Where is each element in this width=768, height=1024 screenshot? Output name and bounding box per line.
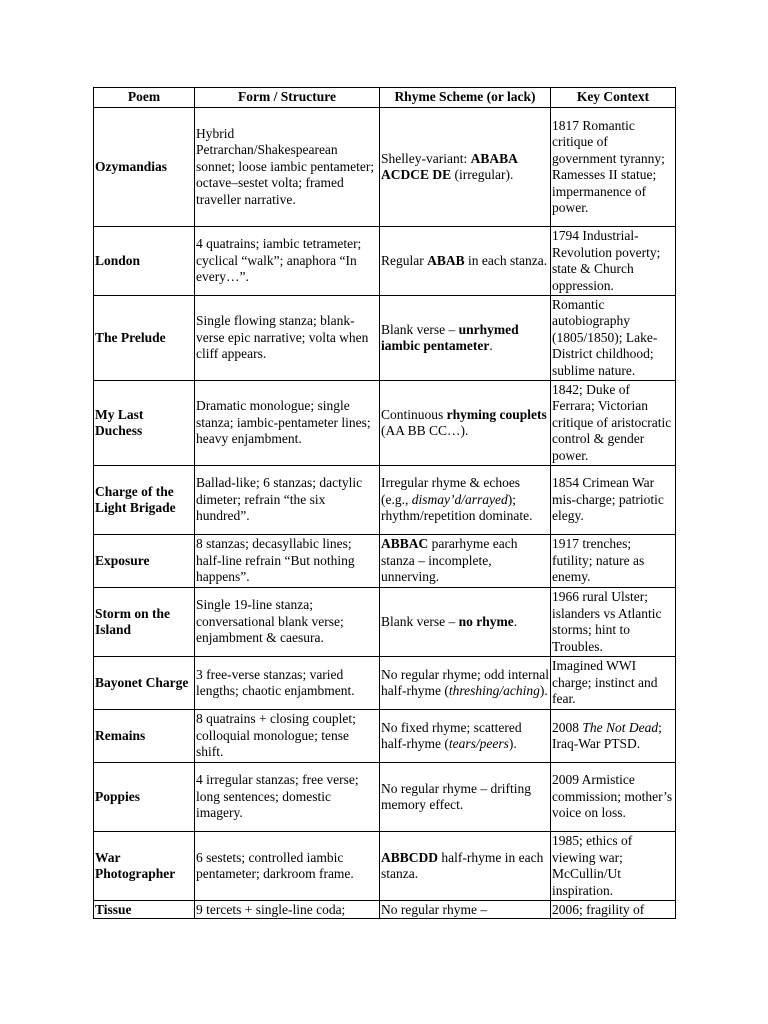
text-segment: Regular	[381, 252, 428, 268]
poem-title-cell: Bayonet Charge	[94, 657, 195, 710]
rhyme-scheme-cell	[380, 296, 551, 381]
rhyme-scheme-cell	[380, 466, 551, 535]
text-segment: 2006; fragility of	[552, 902, 645, 917]
key-context-cell	[551, 588, 676, 657]
text-segment: No regular rhyme; odd internal half-rhyme (	[381, 666, 549, 698]
table-header-row	[94, 88, 676, 108]
text-segment: 1854 Crimean War mis-charge; patriotic elegy.	[552, 475, 664, 524]
text-segment: .	[489, 338, 493, 353]
document-page	[93, 87, 675, 919]
poem-title-cell: Remains	[94, 710, 195, 763]
table-row	[94, 832, 676, 901]
text-segment: No fixed rhyme; scattered half-rhyme (	[381, 719, 522, 751]
form-structure-cell: 4 quatrains; iambic tetrameter; cyclical “walk”; anaphora “In every…”.	[195, 227, 380, 296]
key-context-cell	[551, 108, 676, 227]
text-segment: (AA BB CC…).	[381, 423, 469, 438]
italic-text-segment: tears/peers	[448, 736, 509, 751]
bold-text-segment: ABAB	[427, 252, 465, 268]
key-context-cell	[551, 466, 676, 535]
table-row	[94, 227, 676, 296]
text-segment: half-rhyme in each stanza.	[381, 849, 544, 881]
table-row	[94, 381, 676, 466]
table-row	[94, 901, 676, 919]
text-segment: Shelley-variant:	[381, 150, 471, 166]
form-structure-cell: 8 quatrains + closing couplet; colloquial monologue; tense shift.	[195, 710, 380, 763]
text-segment: (irregular).	[451, 167, 514, 182]
text-segment: Blank verse –	[381, 321, 459, 337]
rhyme-scheme-cell	[380, 710, 551, 763]
text-segment: 2009 Armistice commission; mother’s voice on loss.	[552, 772, 673, 821]
text-segment: 1917 trenches; futility; nature as enemy.	[552, 536, 645, 585]
key-context-cell	[551, 901, 676, 919]
poem-comparison-table	[93, 87, 676, 919]
text-segment: 1842; Duke of Ferrara; Victorian critique of aristocratic control & gender power.	[552, 381, 672, 463]
poem-title-cell: Storm on the Island	[94, 588, 195, 657]
poem-title-cell: Charge of the Light Brigade	[94, 466, 195, 535]
form-structure-cell: 6 sestets; controlled iambic pentameter; darkroom frame.	[195, 832, 380, 901]
rhyme-scheme-cell	[380, 108, 551, 227]
text-segment: 1966 rural Ulster; islanders vs Atlantic storms; hint to Troubles.	[552, 589, 662, 654]
rhyme-scheme-cell	[380, 657, 551, 710]
header-rhyme-scheme: Rhyme Scheme (or lack)	[380, 88, 551, 108]
italic-text-segment: The Not Dead	[582, 719, 659, 735]
key-context-cell	[551, 763, 676, 832]
italic-text-segment: threshing/aching	[448, 683, 540, 698]
table-row	[94, 710, 676, 763]
bold-text-segment: ABABA ACDCE DE	[381, 150, 518, 182]
form-structure-cell: 3 free-verse stanzas; varied lengths; chaotic enjambment.	[195, 657, 380, 710]
bold-text-segment: no rhyme	[458, 613, 514, 629]
text-segment: pararhyme each stanza – incomplete, unnerving.	[381, 536, 518, 585]
key-context-cell	[551, 657, 676, 710]
form-structure-cell: Single flowing stanza; blank-verse epic narrative; volta when cliff appears.	[195, 296, 380, 381]
key-context-cell	[551, 710, 676, 763]
form-structure-cell: Ballad-like; 6 stanzas; dactylic dimeter; refrain “the six hundred”.	[195, 466, 380, 535]
rhyme-scheme-cell	[380, 901, 551, 919]
poem-title-cell: War Photographer	[94, 832, 195, 901]
header-form-structure: Form / Structure	[195, 88, 380, 108]
poem-title-cell: Poppies	[94, 763, 195, 832]
text-segment: 2008	[552, 719, 583, 735]
bold-text-segment: ABBCDD	[381, 849, 439, 865]
table-row	[94, 108, 676, 227]
key-context-cell	[551, 381, 676, 466]
text-segment: 1985; ethics of viewing war; McCullin/Ut inspiration.	[552, 833, 633, 898]
text-segment: ).	[508, 736, 517, 751]
rhyme-scheme-cell	[380, 588, 551, 657]
poem-title-cell: My Last Duchess	[94, 381, 195, 466]
header-poem: Poem	[94, 88, 195, 108]
text-segment: Imagined WWI charge; instinct and fear.	[552, 658, 658, 707]
text-segment: No regular rhyme –	[381, 902, 488, 917]
key-context-cell	[551, 296, 676, 381]
form-structure-cell: Dramatic monologue; single stanza; iambic-pentameter lines; heavy enjambment.	[195, 381, 380, 466]
table-row	[94, 588, 676, 657]
bold-text-segment: rhyming couplets	[446, 406, 547, 422]
text-segment: Continuous	[381, 406, 447, 422]
form-structure-cell: Single 19-line stanza; conversational blank verse; enjambment & caesura.	[195, 588, 380, 657]
form-structure-cell: Hybrid Petrarchan/Shakespearean sonnet; loose iambic pentameter; octave–sestet volta; framed traveller narrative.	[195, 108, 380, 227]
poem-title-cell: Ozymandias	[94, 108, 195, 227]
text-segment: ).	[539, 683, 548, 698]
rhyme-scheme-cell	[380, 535, 551, 588]
bold-text-segment: unrhymed iambic pentameter	[381, 321, 519, 353]
rhyme-scheme-cell	[380, 381, 551, 466]
poem-title-cell: Tissue	[94, 901, 195, 919]
text-segment: Romantic autobiography (1805/1850); Lake-District childhood; sublime nature.	[552, 296, 658, 378]
table-row	[94, 296, 676, 381]
table-row	[94, 466, 676, 535]
poem-title-cell: The Prelude	[94, 296, 195, 381]
bold-text-segment: ABBAC	[381, 536, 429, 552]
text-segment: .	[513, 613, 518, 629]
key-context-cell	[551, 227, 676, 296]
table-row	[94, 657, 676, 710]
rhyme-scheme-cell	[380, 832, 551, 901]
table-row	[94, 763, 676, 832]
form-structure-cell: 4 irregular stanzas; free verse; long sentences; domestic imagery.	[195, 763, 380, 832]
text-segment: Blank verse –	[381, 613, 459, 629]
italic-text-segment: dismay’d/arrayed	[411, 491, 508, 507]
text-segment: 1817 Romantic critique of government tyranny; Ramesses II statue; impermanence of power.	[552, 117, 665, 215]
poem-title-cell: Exposure	[94, 535, 195, 588]
text-segment: ); rhythm/repetition dominate.	[381, 491, 533, 524]
text-segment: No regular rhyme – drifting memory effect.	[381, 780, 531, 812]
poem-title-cell: London	[94, 227, 195, 296]
text-segment: in each stanza.	[464, 252, 548, 268]
key-context-cell	[551, 832, 676, 901]
form-structure-cell: 8 stanzas; decasyllabic lines; half-line refrain “But nothing happens”.	[195, 535, 380, 588]
text-segment: 1794 Industrial-Revolution poverty; state & Church oppression.	[552, 228, 661, 293]
key-context-cell	[551, 535, 676, 588]
rhyme-scheme-cell	[380, 227, 551, 296]
rhyme-scheme-cell	[380, 763, 551, 832]
table-row	[94, 535, 676, 588]
text-segment: ; Iraq-War PTSD.	[552, 719, 662, 751]
header-key-context: Key Context	[551, 88, 676, 108]
form-structure-cell: 9 tercets + single-line coda;	[195, 901, 380, 919]
text-segment: Irregular rhyme & echoes (e.g.,	[381, 475, 521, 507]
